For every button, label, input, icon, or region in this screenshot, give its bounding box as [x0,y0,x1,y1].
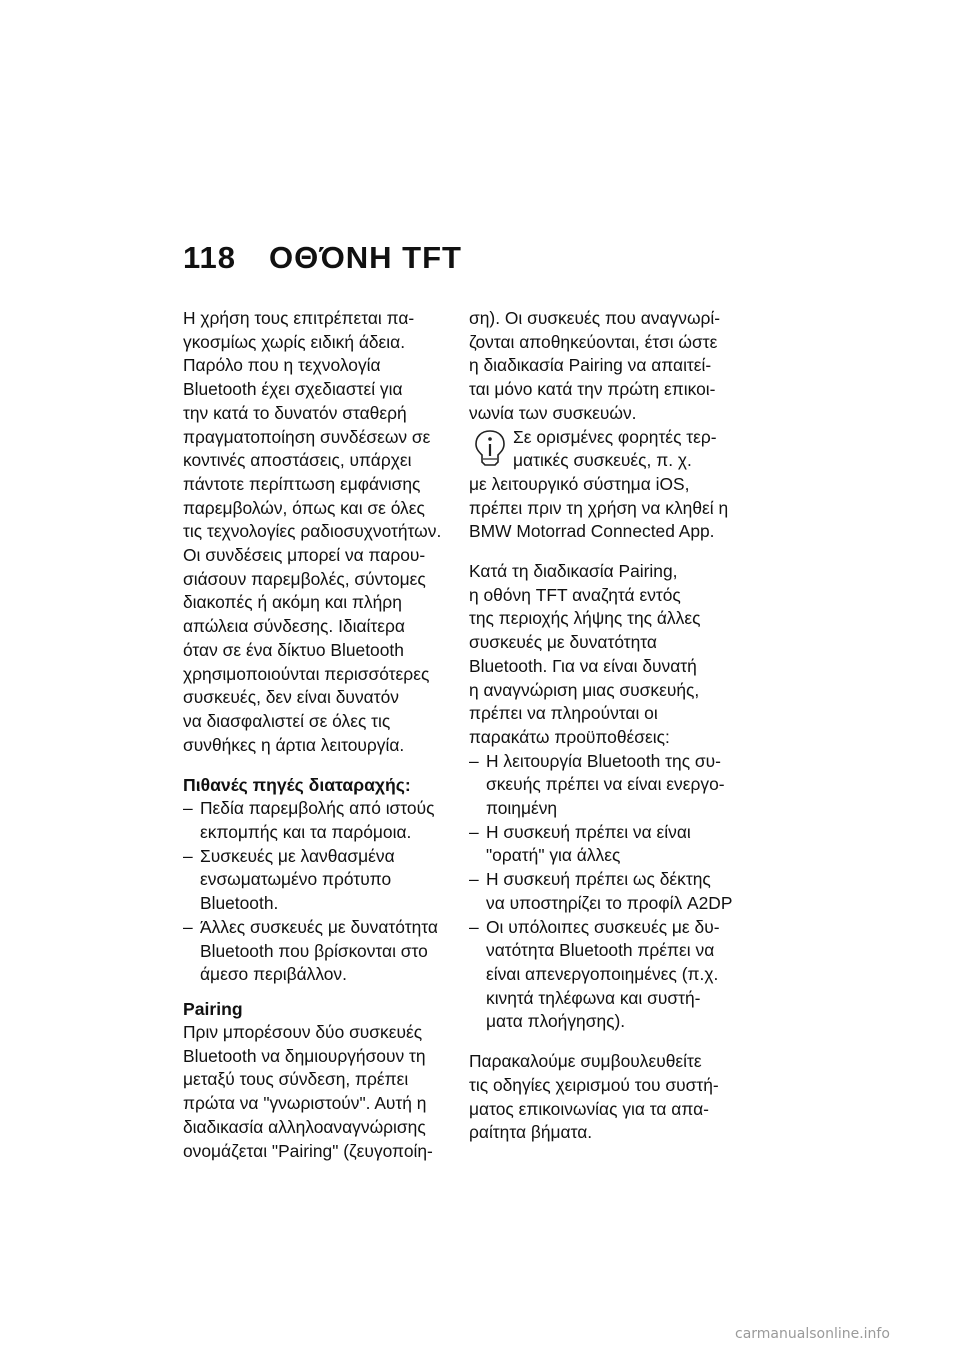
list-item-line: είναι απενεργοποιημένες (π.χ. [486,963,719,984]
intro-line: συνθήκες η άρτια λειτουργία. [183,734,405,755]
list-item-line: "ορατή" για άλλες [486,845,621,866]
watermark: carmanualsonline.info [735,1326,890,1342]
intro-line: Παρόλο που η τεχνολογία [183,355,381,376]
list-item-line: να υποστηρίζει το προφίλ A2DP [486,892,733,913]
list-item [183,797,468,844]
list-item-line: Πεδία παρεμβολής από ιστούς [200,798,435,819]
conditions-list [469,750,754,1034]
dash-marker: – [183,798,193,819]
continuation-line: ται μόνο κατά την πρώτη επικοι- [469,379,716,400]
note-line: Σε ορισμένες φορητές τερ- [513,426,717,447]
list-item-line: κινητά τηλέφωνα και συστή- [486,987,701,1008]
pairing-line: Bluetooth να δημιουργήσουν τη [183,1045,426,1066]
intro-line: πάντοτε περίπτωση εμφάνισης [183,473,421,494]
note-line: με λειτουργικό σύστημα iOS, [469,473,690,494]
left-column [183,307,468,1163]
note-indented-text [469,426,754,473]
intro-line: τις τεχνολογίες ραδιοσυχνοτήτων. [183,521,442,542]
list-item-line: Bluetooth. [200,893,279,914]
search-line: της περιοχής λήψης της άλλες [469,608,701,629]
list-item-line: ματα πλοήγησης). [486,1011,626,1032]
closing-paragraph [469,1050,754,1145]
dash-marker: – [469,869,479,890]
right-column [469,307,754,1145]
note-line: BMW Motorrad Connected App. [469,521,715,542]
list-item-line: Η λειτουργία Bluetooth της συ- [486,750,721,771]
note-line: πρέπει πριν τη χρήση να κληθεί η [469,497,729,518]
intro-line: γκοσμίως χωρίς ειδική άδεια. [183,331,406,352]
sources-list [183,797,468,987]
continuation-line: η διαδικασία Pairing να απαιτεί- [469,355,712,376]
search-line: η οθόνη TFT αναζητά εντός [469,584,681,605]
continuation-line: νωνία των συσκευών. [469,402,637,423]
closing-line: ραίτητα βήματα. [469,1122,593,1143]
continuation-line: ζονται αποθηκεύονται, έτσι ώστε [469,331,718,352]
note-line: ματικές συσκευές, π. χ. [513,450,692,471]
dash-marker: – [183,845,193,866]
intro-line: να διασφαλιστεί σε όλες τις [183,710,391,731]
pairing-line: ονομάζεται "Pairing" (ζευγοποίη- [183,1140,433,1161]
intro-line: σιάσουν παρεμβολές, σύντομες [183,568,426,589]
list-item-line: Συσκευές με λανθασμένα [200,845,395,866]
intro-line: διακοπές ή ακόμη και πλήρη [183,592,402,613]
pairing-heading: Pairing [183,998,243,1019]
intro-line: όταν σε ένα δίκτυο Bluetooth [183,639,404,660]
list-item-line: ενσωματωμένο πρότυπο [200,869,392,890]
pairing-line: διαδικασία αλληλοαναγνώρισης [183,1116,426,1137]
dash-marker: – [469,821,479,842]
closing-line: τις οδηγίες χειρισμού του συστή- [469,1074,719,1095]
list-item [469,750,754,821]
sources-heading: Πιθανές πηγές διαταραχής: [183,775,411,796]
search-line: Bluetooth. Για να είναι δυνατή [469,655,697,676]
intro-line: χρησιμοποιούνται περισσότερες [183,663,430,684]
pairing-line: Πριν μπορέσουν δύο συσκευές [183,1021,423,1042]
continuation-paragraph [469,307,754,426]
intro-line: την κατά το δυνατόν σταθερή [183,402,407,423]
list-item [469,868,754,915]
intro-line: απώλεια σύνδεσης. Ιδιαίτερα [183,616,405,637]
list-item-line: σκευής πρέπει να είναι ενεργο- [486,774,725,795]
search-line: η αναγνώριση μιας συσκευής, [469,679,700,700]
pairing-line: μεταξύ τους σύνδεση, πρέπει [183,1069,409,1090]
list-item-line: άμεσο περιβάλλον. [200,964,347,985]
list-item-line: νατότητα Bluetooth πρέπει να [486,940,715,961]
intro-paragraph [183,307,468,757]
list-item-line: Οι υπόλοιπες συσκευές με δυ- [486,916,720,937]
list-item-line: ποιημένη [486,798,558,819]
list-item-line: εκπομπής και τα παρόμοια. [200,822,412,843]
intro-line: παρεμβολών, όπως και σε όλες [183,497,425,518]
list-item [469,821,754,868]
dash-marker: – [183,916,193,937]
intro-line: συσκευές, δεν είναι δυνατόν [183,687,399,708]
search-line: πρέπει να πληρούνται οι [469,703,658,724]
list-item-line: Η συσκευή πρέπει ως δέκτης [486,869,711,890]
list-item [469,916,754,1035]
info-icon [473,429,507,467]
continuation-line: ση). Οι συσκευές που αναγνωρί- [469,308,721,328]
dash-marker: – [469,750,479,771]
search-line: παρακάτω προϋποθέσεις: [469,726,670,747]
list-item [183,916,468,987]
closing-line: Παρακαλούμε συμβουλευθείτε [469,1051,702,1072]
dash-marker: – [469,916,479,937]
pairing-paragraph [183,1021,468,1163]
intro-line: Η χρήση τους επιτρέπεται πα- [183,308,415,328]
page-number: 118 [183,240,237,275]
search-line: συσκευές με δυνατότητα [469,632,657,653]
intro-line: Οι συνδέσεις μπορεί να παρου- [183,545,426,566]
note-text [469,473,754,544]
note-block [469,426,754,545]
list-item-line: Bluetooth που βρίσκονται στο [200,940,428,961]
intro-line: κοντινές αποστάσεις, υπάρχει [183,450,412,471]
pairing-line: πρώτα να "γνωριστούν". Αυτή η [183,1093,427,1114]
intro-line: πραγματοποίηση συνδέσεων σε [183,426,431,447]
chapter-title: ΟΘΌΝΗ TFT [269,240,462,275]
list-item [183,845,468,916]
list-item-line: Άλλες συσκευές με δυνατότητα [200,916,438,937]
search-paragraph [469,560,754,750]
search-line: Κατά τη διαδικασία Pairing, [469,561,678,582]
intro-line: Bluetooth έχει σχεδιαστεί για [183,379,403,400]
closing-line: ματος επικοινωνίας για τα απα- [469,1098,709,1119]
list-item-line: Η συσκευή πρέπει να είναι [486,821,691,842]
